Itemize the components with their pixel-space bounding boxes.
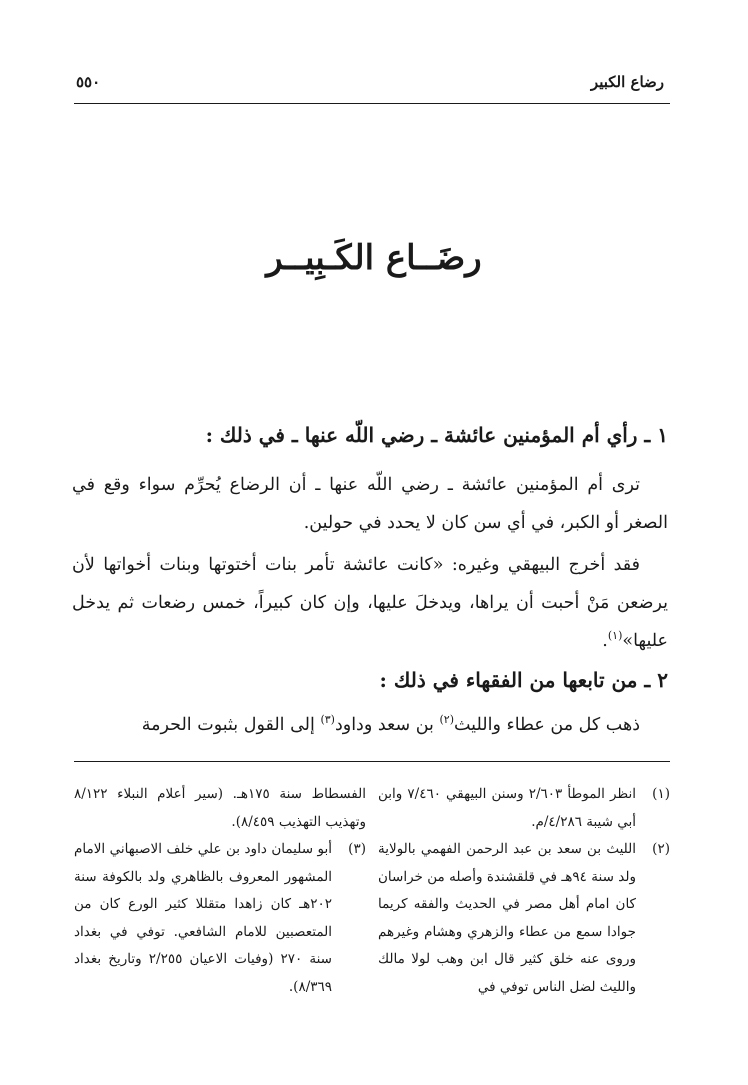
footnote-2-number: (٢) xyxy=(652,841,670,857)
footnote-ref-1: (١) xyxy=(607,629,623,643)
footnote-1-text: انظر الموطأ ٢/٦٠٣ وسنن البيهقي ٧/٤٦٠ وابن أبي شيبة ٤/٢٨٦/م. xyxy=(378,786,636,830)
header-rule xyxy=(74,103,670,104)
running-title: رضاع الكبير xyxy=(590,73,664,91)
footnote-1 xyxy=(378,781,670,836)
paragraph-3-part-c: إلى القول بثبوت الحرمة xyxy=(141,715,321,735)
footnote-3-number: (٣) xyxy=(348,841,366,857)
footnote-2-continued xyxy=(74,781,366,836)
paragraph-3-part-a: ذهب كل من عطاء والليث xyxy=(454,715,640,735)
footnote-2-continued-text: الفسطاط سنة ١٧٥هـ. (سير أعلام النبلاء ٨/١٢٢ وتهذيب التهذيب ٨/٤٥٩). xyxy=(74,786,366,830)
footnote-ref-2: (٢) xyxy=(439,713,454,727)
footnote-rule xyxy=(74,761,670,762)
section-heading-2: ٢ ـ من تابعها من الفقهاء في ذلك : xyxy=(379,668,668,692)
paragraph-3 xyxy=(72,706,668,744)
footnote-2 xyxy=(378,836,670,1001)
footnote-2-text: الليث بن سعد بن عبد الرحمن الفهمي بالولاية ولد سنة ٩٤هـ في قلقشندة وأصله من خراسان كان امام أهل مصر في الحديث والفقه كريما جوادا سمع من عطاء والزهري وهشام وغيرهم وروى عنه خلق كثير قال ابن وهب لولا مالك والليث لضل الناس توفي في xyxy=(378,841,636,995)
paragraph-2 xyxy=(72,546,668,660)
paragraph-3-part-b: بن سعد وداود xyxy=(334,715,440,735)
footnote-3 xyxy=(74,836,366,1001)
chapter-title: رضَــاع الكَـبِيــر xyxy=(266,238,482,278)
footnote-3-text: أبو سليمان داود بن علي خلف الاصبهاني الامام المشهور المعروف بالظاهري ولد بالكوفة سنة ٢٠٢هـ كان زاهدا متقللا كثير الورع كان من المتعصبين للامام الشافعي. توفي في بغداد سنة ٢٧٠ (وفيات الاعيان ٢/٢٥٥ وتاريخ بغداد ٨/٣٦٩). xyxy=(74,841,332,995)
section-heading-1: ١ ـ رأي أم المؤمنين عائشة ـ رضي اللّه عنها ـ في ذلك : xyxy=(205,423,668,447)
footnote-1-number: (١) xyxy=(652,786,670,802)
footnotes-left-column xyxy=(74,781,366,1001)
paragraph-2-text: فقد أخرج البيهقي وغيره: «كانت عائشة تأمر بنات أختوتها وبنات أخواتها لأن يرضعن مَنْ أحبت أن يراها، ويدخلَ عليها، وإن كان كبيراً، خمس رضعات ثم يدخل عليها» xyxy=(72,555,668,651)
footnotes-right-column xyxy=(378,781,670,1001)
paragraph-2-end: . xyxy=(602,631,608,651)
page-number: ٥٥٠ xyxy=(76,73,101,91)
paragraph-1: ترى أم المؤمنين عائشة ـ رضي اللّه عنها ـ أن الرضاع يُحرِّم سواء وقع في الصغر أو الكبر، في أي سن كان لا يحدد في حولين. xyxy=(72,475,668,533)
footnote-ref-3: (٣) xyxy=(320,713,335,727)
